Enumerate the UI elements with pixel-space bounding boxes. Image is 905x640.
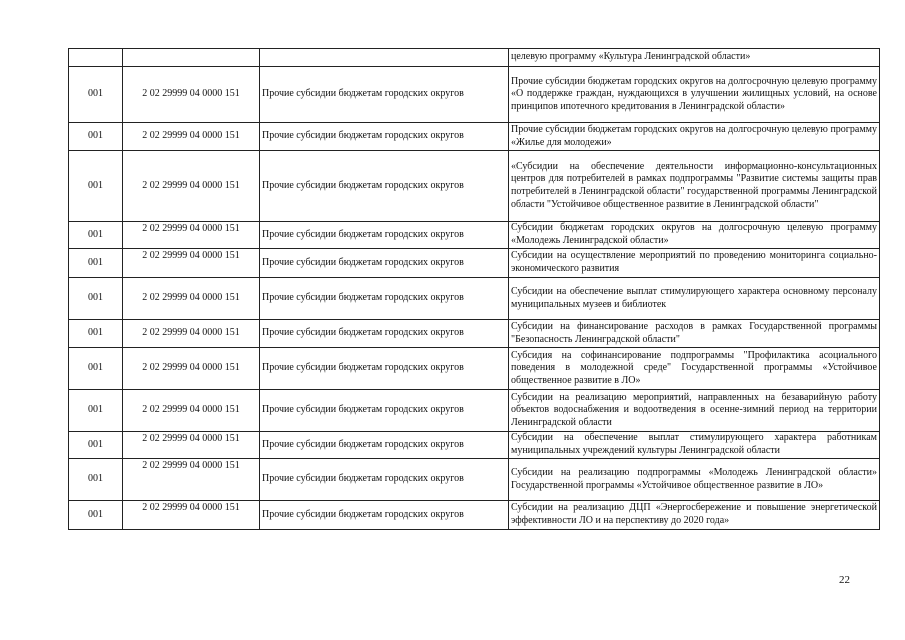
revenue-code-cell: 2 02 29999 04 0000 151 [123,432,260,459]
description-cell: Субсидии на финансирование расходов в рамках Государственной программы "Безопасность Ленинградской области" [509,320,880,348]
admin-code-cell: 001 [69,222,123,249]
revenue-name-cell: Прочие субсидии бюджетам городских округов [260,151,509,222]
admin-code-cell: 001 [69,320,123,348]
table-row [69,348,880,390]
table-row [69,123,880,151]
revenue-name-cell: Прочие субсидии бюджетам городских округов [260,249,509,278]
admin-code-cell: 001 [69,501,123,530]
revenue-code-cell: 2 02 29999 04 0000 151 [123,501,260,530]
revenue-name-cell: Прочие субсидии бюджетам городских округов [260,459,509,501]
admin-code-cell [69,49,123,67]
table-row [69,151,880,222]
description-cell: Субсидия на софинансирование подпрограммы "Профилактика асоциального поведения в молодежной среде" Государственной программы «Устойчивое общественное развитие в ЛО» [509,348,880,390]
table-row [69,320,880,348]
revenue-code-cell: 2 02 29999 04 0000 151 [123,320,260,348]
description-cell: Прочие субсидии бюджетам городских округов на долгосрочную целевую программу «О поддержке граждан, нуждающихся в улучшении жилищных условий, на основе принципов ипотечного кредитования в Ленинградской области» [509,67,880,123]
revenue-code-cell: 2 02 29999 04 0000 151 [123,459,260,501]
revenue-name-cell: Прочие субсидии бюджетам городских округов [260,222,509,249]
revenue-code-cell: 2 02 29999 04 0000 151 [123,222,260,249]
table-row [69,432,880,459]
description-cell: Субсидии на обеспечение выплат стимулирующего характера работникам муниципальных учреждений культуры Ленинградской области [509,432,880,459]
admin-code-cell: 001 [69,432,123,459]
revenue-code-cell: 2 02 29999 04 0000 151 [123,151,260,222]
revenue-name-cell: Прочие субсидии бюджетам городских округов [260,123,509,151]
revenue-name-cell: Прочие субсидии бюджетам городских округов [260,348,509,390]
description-cell: «Субсидии на обеспечение деятельности информационно-консультационных центров для потребителей в рамках подпрограммы "Развитие системы защиты прав потребителей в Ленинградской области" государственной программы Ленинградской области "Устойчивое общественное развитие в Ленинградской области" [509,151,880,222]
table-row [69,501,880,530]
revenue-name-cell [260,49,509,67]
table-row [69,49,880,67]
table-row [69,390,880,432]
revenue-name-cell: Прочие субсидии бюджетам городских округов [260,320,509,348]
description-cell: Прочие субсидии бюджетам городских округов на долгосрочную целевую программу «Жилье для молодежи» [509,123,880,151]
table-row [69,459,880,501]
description-cell: Субсидии на реализацию мероприятий, направленных на безаварийную работу объектов водоснабжения и водоотведения в осенне-зимний период на территории Ленинградской области [509,390,880,432]
description-cell: Субсидии на реализацию подпрограммы «Молодежь Ленинградской области» Государственной программы «Устойчивое общественное развитие в ЛО» [509,459,880,501]
description-cell: Субсидии бюджетам городских округов на долгосрочную целевую программу «Молодежь Ленинградской области» [509,222,880,249]
table-row [69,278,880,320]
revenue-code-cell: 2 02 29999 04 0000 151 [123,67,260,123]
revenue-table [68,48,880,530]
revenue-name-cell: Прочие субсидии бюджетам городских округов [260,432,509,459]
revenue-name-cell: Прочие субсидии бюджетам городских округов [260,390,509,432]
description-cell: Субсидии на обеспечение выплат стимулирующего характера основному персоналу муниципальных музеев и библиотек [509,278,880,320]
description-cell: Субсидии на осуществление мероприятий по проведению мониторинга социально-экономического развития [509,249,880,278]
table-row [69,249,880,278]
admin-code-cell: 001 [69,151,123,222]
page-number: 22 [839,574,850,586]
revenue-code-cell: 2 02 29999 04 0000 151 [123,348,260,390]
revenue-code-cell: 2 02 29999 04 0000 151 [123,278,260,320]
admin-code-cell: 001 [69,348,123,390]
revenue-code-cell: 2 02 29999 04 0000 151 [123,249,260,278]
table-row [69,67,880,123]
admin-code-cell: 001 [69,123,123,151]
revenue-name-cell: Прочие субсидии бюджетам городских округов [260,67,509,123]
revenue-code-cell: 2 02 29999 04 0000 151 [123,123,260,151]
admin-code-cell: 001 [69,278,123,320]
revenue-code-cell [123,49,260,67]
admin-code-cell: 001 [69,67,123,123]
description-cell: Субсидии на реализацию ДЦП «Энергосбережение и повышение энергетической эффективности ЛО и на перспективу до 2020 года» [509,501,880,530]
table-row [69,222,880,249]
admin-code-cell: 001 [69,249,123,278]
revenue-code-cell: 2 02 29999 04 0000 151 [123,390,260,432]
admin-code-cell: 001 [69,390,123,432]
revenue-name-cell: Прочие субсидии бюджетам городских округов [260,278,509,320]
description-cell: целевую программу «Культура Ленинградской области» [509,49,880,67]
admin-code-cell: 001 [69,459,123,501]
revenue-name-cell: Прочие субсидии бюджетам городских округов [260,501,509,530]
